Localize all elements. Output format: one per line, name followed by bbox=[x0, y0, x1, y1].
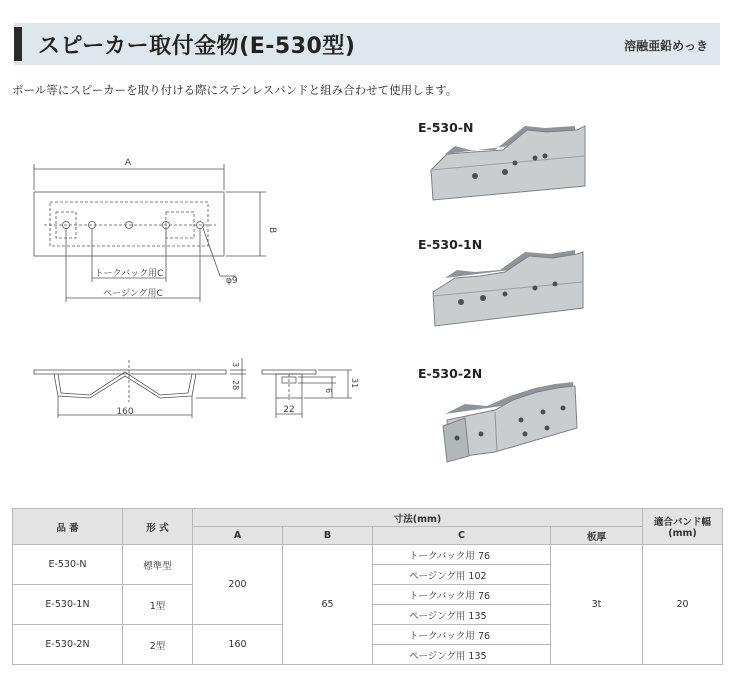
row-name: E-530-2N bbox=[13, 625, 123, 665]
cell-a-160: 160 bbox=[193, 625, 283, 665]
cell-b: 65 bbox=[283, 545, 373, 665]
product-photo-e530-1n bbox=[425, 240, 590, 340]
header-accent-bar bbox=[14, 27, 22, 61]
product-name-3: E-530-2N bbox=[418, 366, 483, 381]
cell-c: トークバック用 76 bbox=[373, 585, 551, 605]
cell-c: トークバック用 76 bbox=[373, 625, 551, 645]
end-height-6: 6 bbox=[324, 388, 333, 394]
end-width-label: 22 bbox=[283, 405, 295, 415]
header-band: 適合バンド幅(mm) bbox=[643, 509, 723, 545]
spec-table bbox=[12, 508, 723, 665]
end-height-31: 31 bbox=[350, 378, 359, 389]
table-row bbox=[13, 545, 723, 565]
side-height-28: 28 bbox=[231, 380, 240, 391]
header-type: 形 式 bbox=[123, 509, 193, 545]
end-view-drawing bbox=[256, 360, 366, 420]
side-length-label: 160 bbox=[116, 407, 134, 417]
product-photo-e530n bbox=[425, 118, 590, 218]
talkback-label: トークバック用C bbox=[94, 269, 164, 279]
row-name: E-530-1N bbox=[13, 585, 123, 625]
row-type: 標準型 bbox=[123, 545, 193, 585]
header-c: C bbox=[373, 527, 551, 545]
page-header bbox=[14, 23, 720, 65]
header-a: A bbox=[193, 527, 283, 545]
cell-c: ページング用 102 bbox=[373, 565, 551, 585]
top-view-drawing bbox=[20, 150, 280, 310]
product-name-2: E-530-1N bbox=[418, 237, 483, 252]
product-description: ポール等にスピーカーを取り付ける際にステンレスバンドと組み合わせて使用します。 bbox=[12, 83, 458, 97]
row-type: 2型 bbox=[123, 625, 193, 665]
finish-label: 溶融亜鉛めっき bbox=[624, 39, 708, 53]
cell-thickness: 3t bbox=[551, 545, 643, 665]
header-name: 品 番 bbox=[13, 509, 123, 545]
hole-label: φ9 bbox=[226, 276, 238, 286]
product-name-1: E-530-N bbox=[418, 120, 474, 135]
page-title: スピーカー取付金物(E-530型) bbox=[38, 34, 356, 59]
side-height-3: 3 bbox=[231, 362, 240, 368]
cell-c: トークバック用 76 bbox=[373, 545, 551, 565]
header-thickness: 板厚 bbox=[551, 527, 643, 545]
header-b: B bbox=[283, 527, 373, 545]
dim-a-label: A bbox=[124, 158, 132, 168]
cell-c: ページング用 135 bbox=[373, 605, 551, 625]
cell-c: ページング用 135 bbox=[373, 645, 551, 665]
row-type: 1型 bbox=[123, 585, 193, 625]
product-photo-e530-2n bbox=[425, 368, 590, 468]
paging-label: ページング用C bbox=[103, 289, 163, 299]
dim-b-label: B bbox=[267, 227, 277, 234]
side-view-drawing bbox=[20, 352, 250, 422]
row-name: E-530-N bbox=[13, 545, 123, 585]
header-dimensions: 寸法(mm) bbox=[193, 509, 643, 527]
cell-a-200: 200 bbox=[193, 545, 283, 625]
cell-band: 20 bbox=[643, 545, 723, 665]
